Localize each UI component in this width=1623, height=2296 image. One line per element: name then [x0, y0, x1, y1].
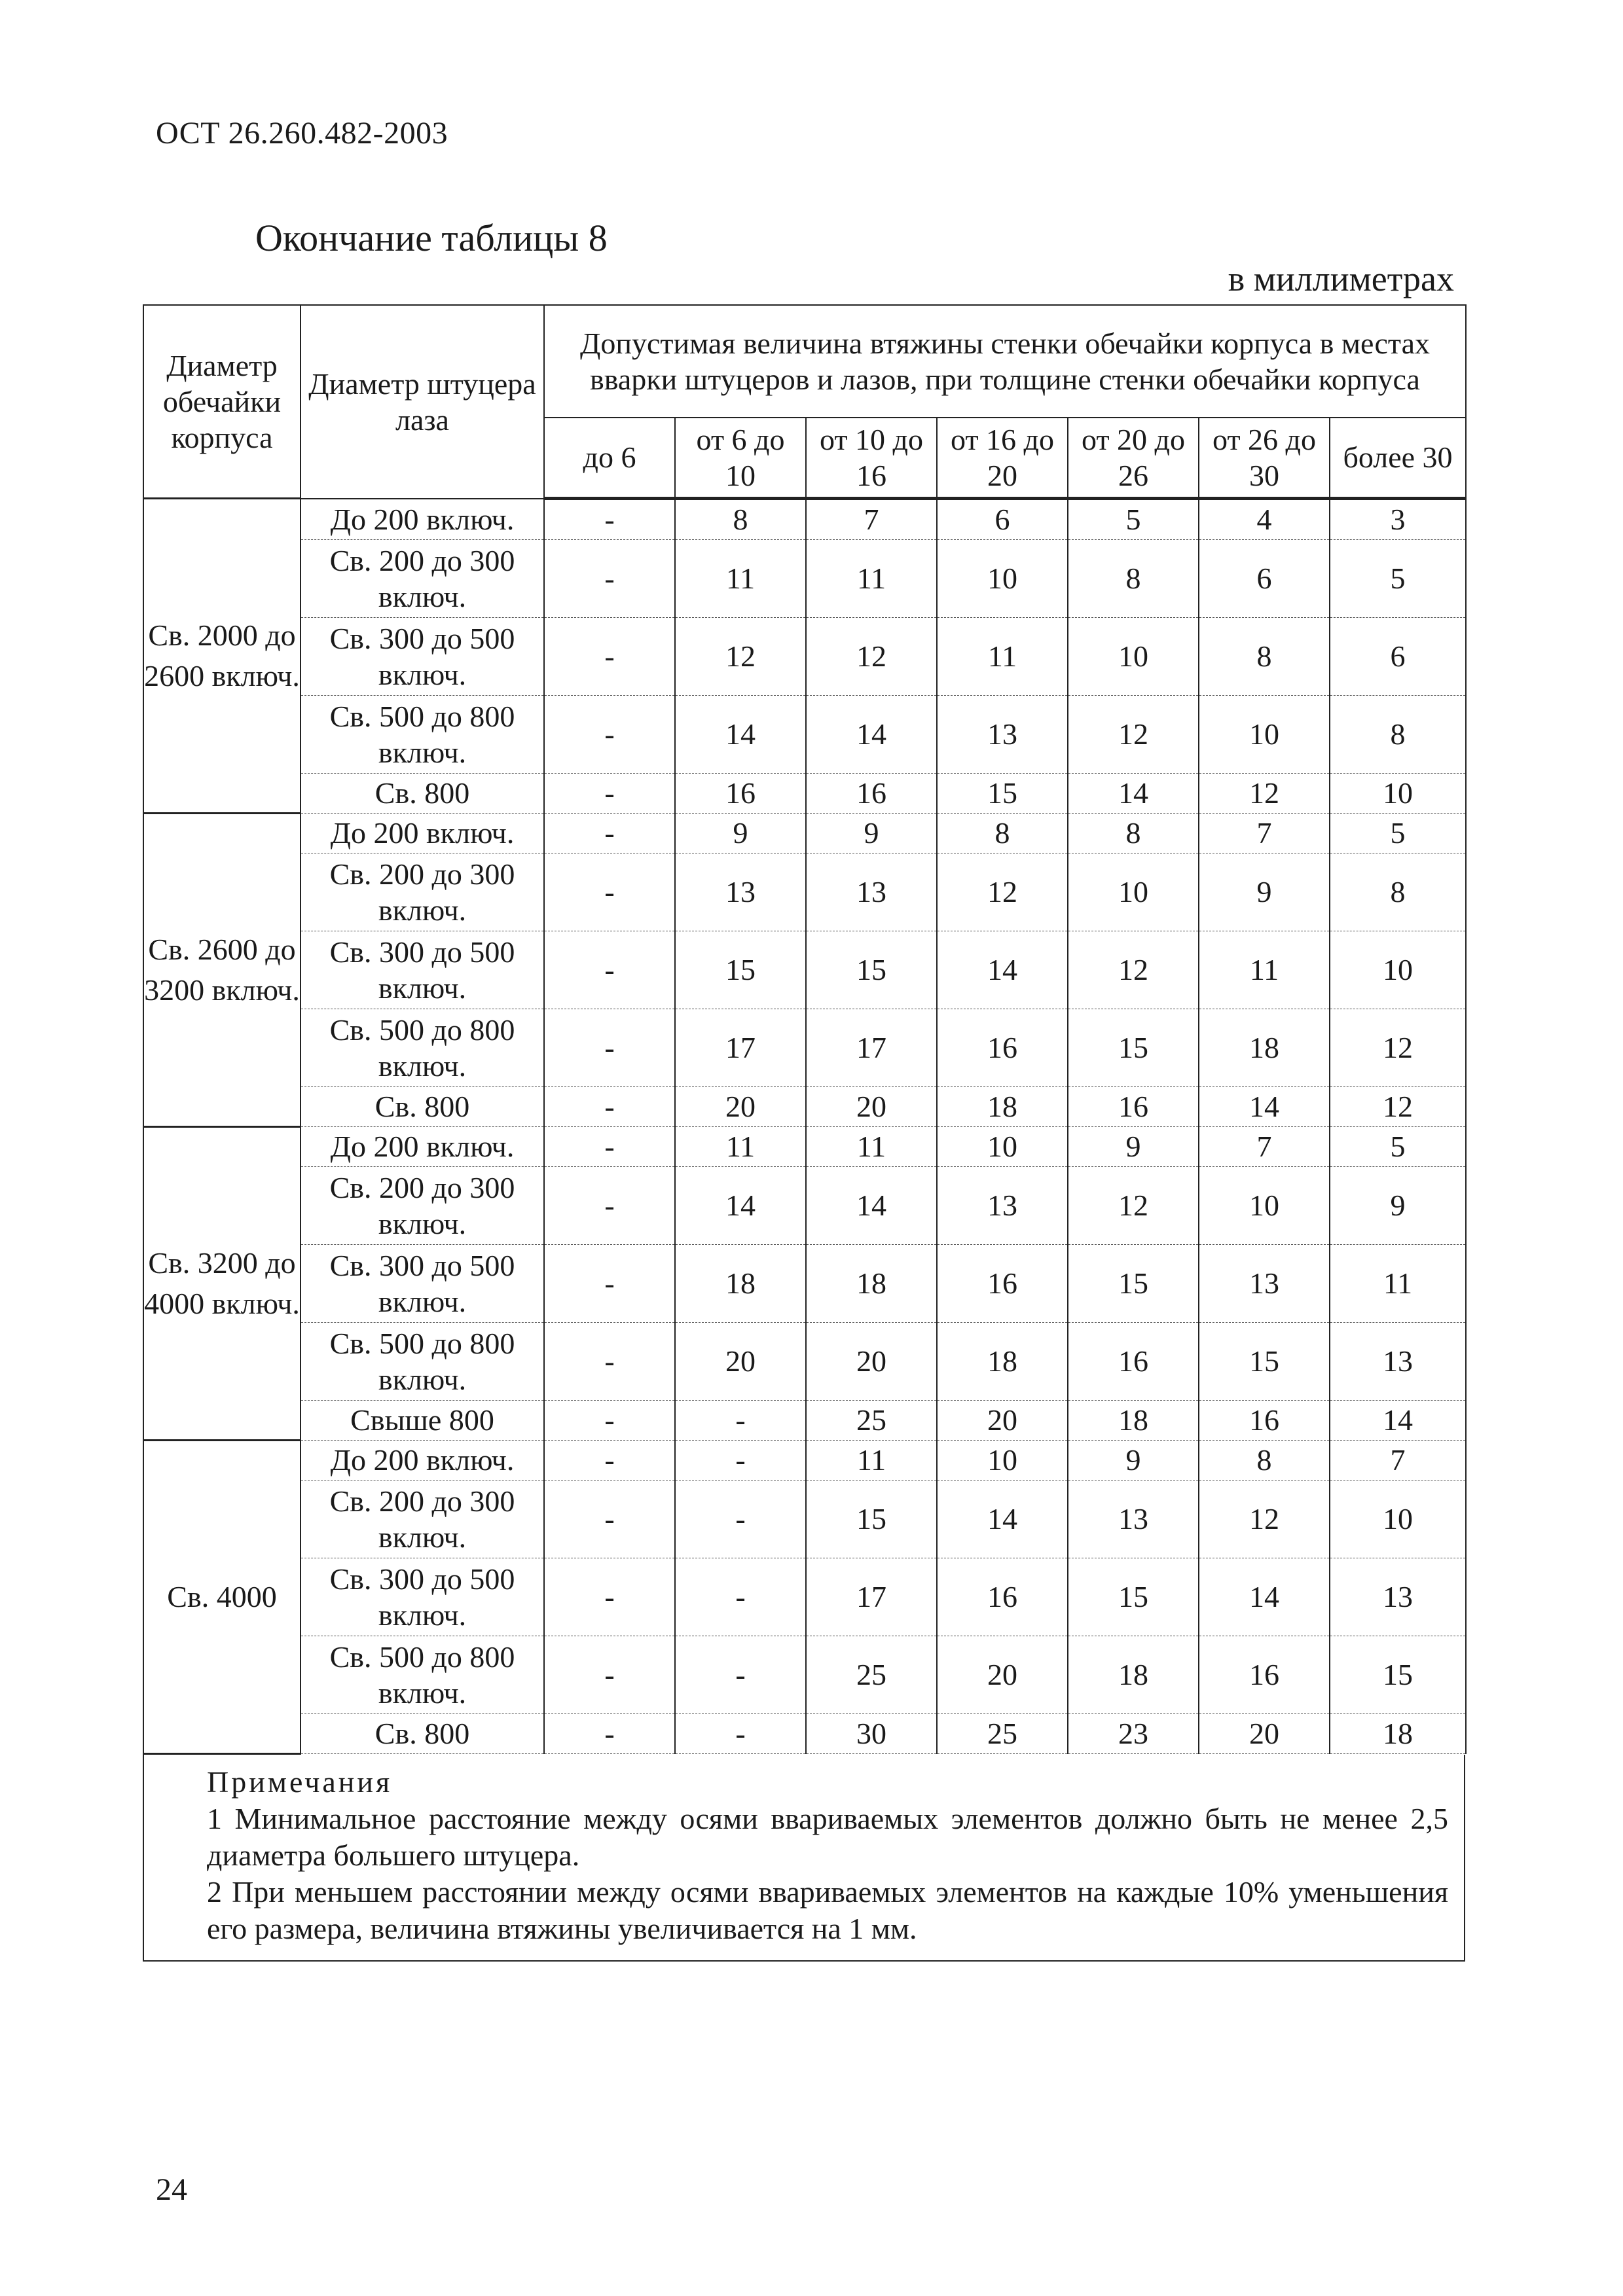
dent-value-cell: 11	[675, 540, 806, 618]
dent-value-cell: 20	[937, 1636, 1068, 1714]
dent-value-cell: -	[675, 1558, 806, 1636]
dent-value-cell: 12	[1068, 696, 1199, 774]
dent-value-cell: -	[544, 1714, 675, 1754]
dent-value-cell: 11	[937, 618, 1068, 696]
table-row	[143, 1401, 1466, 1441]
table-row	[143, 814, 1466, 853]
dent-value-cell: 10	[937, 1127, 1068, 1167]
notes-block	[143, 1755, 1465, 1962]
nozzle-diameter-cell: Св. 500 до 800 включ.	[301, 1636, 544, 1714]
dent-value-cell: 9	[1068, 1441, 1199, 1480]
dent-value-cell: 16	[1068, 1087, 1199, 1127]
units-label: в миллиметрах	[1228, 259, 1454, 298]
dent-value-cell: 23	[1068, 1714, 1199, 1754]
dent-value-cell: 13	[1330, 1323, 1466, 1401]
dent-value-cell: 20	[675, 1087, 806, 1127]
dent-value-cell: 15	[1199, 1323, 1330, 1401]
table-row	[143, 1480, 1466, 1558]
dent-value-cell: 13	[937, 696, 1068, 774]
dent-value-cell: 14	[1199, 1087, 1330, 1127]
dent-value-cell: 14	[675, 696, 806, 774]
dent-value-cell: -	[544, 1127, 675, 1167]
dent-value-cell: 25	[806, 1636, 937, 1714]
nozzle-diameter-cell: Св. 300 до 500 включ.	[301, 618, 544, 696]
dent-value-cell: 18	[937, 1323, 1068, 1401]
dent-value-cell: -	[544, 931, 675, 1009]
nozzle-diameter-cell: Св. 500 до 800 включ.	[301, 696, 544, 774]
nozzle-diameter-cell: До 200 включ.	[301, 1127, 544, 1167]
header-shell-diameter: Диаметр обечайки корпуса	[143, 305, 301, 499]
dent-value-cell: 12	[1199, 774, 1330, 814]
tolerance-table	[143, 304, 1467, 1755]
dent-value-cell: -	[544, 814, 675, 853]
table-row	[143, 1167, 1466, 1245]
dent-value-cell: 10	[1068, 618, 1199, 696]
dent-value-cell: 15	[806, 1480, 937, 1558]
table-row	[143, 774, 1466, 814]
table-container	[143, 304, 1465, 1962]
dent-value-cell: 13	[675, 853, 806, 931]
table-row	[143, 1558, 1466, 1636]
dent-value-cell: 16	[937, 1558, 1068, 1636]
dent-value-cell: 8	[1330, 696, 1466, 774]
dent-value-cell: 6	[1330, 618, 1466, 696]
dent-value-cell: -	[544, 1636, 675, 1714]
page-number: 24	[156, 2172, 187, 2207]
dent-value-cell: 5	[1330, 540, 1466, 618]
dent-value-cell: -	[544, 1558, 675, 1636]
dent-value-cell: 16	[1199, 1401, 1330, 1441]
dent-value-cell: 8	[1199, 618, 1330, 696]
table-row	[143, 1441, 1466, 1480]
dent-value-cell: 18	[937, 1087, 1068, 1127]
dent-value-cell: 18	[1068, 1636, 1199, 1714]
dent-value-cell: 16	[937, 1009, 1068, 1087]
dent-value-cell: 9	[675, 814, 806, 853]
note-2: 2 При меньшем расстоянии между осями ввариваемых элементов на каждые 10% уменьшения его размера, величина втяжины увеличивается на 1 мм.	[207, 1875, 1448, 1945]
dent-value-cell: 18	[806, 1245, 937, 1323]
document-code: ОСТ 26.260.482-2003	[156, 116, 448, 151]
nozzle-diameter-cell: Св. 500 до 800 включ.	[301, 1323, 544, 1401]
dent-value-cell: 5	[1068, 499, 1199, 540]
table-row	[143, 696, 1466, 774]
dent-value-cell: 20	[1199, 1714, 1330, 1754]
dent-value-cell: 10	[1068, 853, 1199, 931]
dent-value-cell: 8	[1068, 540, 1199, 618]
dent-value-cell: -	[544, 1441, 675, 1480]
shell-diameter-cell: Св. 4000	[143, 1441, 301, 1754]
dent-value-cell: -	[675, 1401, 806, 1441]
dent-value-cell: 20	[806, 1323, 937, 1401]
dent-value-cell: 5	[1330, 1127, 1466, 1167]
dent-value-cell: 11	[675, 1127, 806, 1167]
dent-value-cell: 18	[1068, 1401, 1199, 1441]
dent-value-cell: -	[544, 696, 675, 774]
nozzle-diameter-cell: Св. 800	[301, 1714, 544, 1754]
dent-value-cell: 12	[1330, 1087, 1466, 1127]
table-row	[143, 1009, 1466, 1087]
dent-value-cell: 12	[1068, 1167, 1199, 1245]
dent-value-cell: 18	[1199, 1009, 1330, 1087]
table-row	[143, 1714, 1466, 1754]
dent-value-cell: 10	[1199, 696, 1330, 774]
dent-value-cell: 7	[806, 499, 937, 540]
dent-value-cell: 20	[675, 1323, 806, 1401]
dent-value-cell: 11	[806, 1127, 937, 1167]
table-row	[143, 499, 1466, 540]
dent-value-cell: -	[675, 1714, 806, 1754]
dent-value-cell: 15	[1330, 1636, 1466, 1714]
dent-value-cell: 16	[806, 774, 937, 814]
dent-value-cell: -	[544, 1480, 675, 1558]
dent-value-cell: 18	[1330, 1714, 1466, 1754]
dent-value-cell: 15	[1068, 1245, 1199, 1323]
dent-value-cell: 13	[1330, 1558, 1466, 1636]
note-1: 1 Минимальное расстояние между осями ввариваемых элементов должно быть не менее 2,5 диаметра большего штуцера.	[207, 1802, 1448, 1872]
table-row	[143, 1245, 1466, 1323]
dent-value-cell: 16	[1068, 1323, 1199, 1401]
dent-value-cell: 15	[937, 774, 1068, 814]
thickness-header: до 6	[544, 418, 675, 499]
shell-diameter-cell: Св. 3200 до 4000 включ.	[143, 1127, 301, 1441]
dent-value-cell: -	[544, 1401, 675, 1441]
dent-value-cell: 11	[1199, 931, 1330, 1009]
dent-value-cell: 10	[937, 540, 1068, 618]
dent-value-cell: 12	[806, 618, 937, 696]
thickness-header: от 16 до 20	[937, 418, 1068, 499]
shell-diameter-cell: Св. 2000 до 2600 включ.	[143, 499, 301, 814]
dent-value-cell: -	[544, 1245, 675, 1323]
thickness-header: более 30	[1330, 418, 1466, 499]
dent-value-cell: -	[675, 1441, 806, 1480]
dent-value-cell: 14	[1199, 1558, 1330, 1636]
dent-value-cell: 14	[1330, 1401, 1466, 1441]
dent-value-cell: 16	[937, 1245, 1068, 1323]
nozzle-diameter-cell: Св. 800	[301, 774, 544, 814]
dent-value-cell: 5	[1330, 814, 1466, 853]
dent-value-cell: 12	[1068, 931, 1199, 1009]
dent-value-cell: 13	[937, 1167, 1068, 1245]
nozzle-diameter-cell: До 200 включ.	[301, 499, 544, 540]
table-row	[143, 931, 1466, 1009]
dent-value-cell: 17	[806, 1009, 937, 1087]
table-body	[143, 499, 1466, 1754]
table-row	[143, 1127, 1466, 1167]
nozzle-diameter-cell: Св. 200 до 300 включ.	[301, 853, 544, 931]
dent-value-cell: 14	[675, 1167, 806, 1245]
nozzle-diameter-cell: Св. 500 до 800 включ.	[301, 1009, 544, 1087]
dent-value-cell: 15	[675, 931, 806, 1009]
dent-value-cell: -	[544, 540, 675, 618]
table-row	[143, 1087, 1466, 1127]
dent-value-cell: 20	[806, 1087, 937, 1127]
dent-value-cell: 8	[1330, 853, 1466, 931]
dent-value-cell: 10	[1330, 774, 1466, 814]
dent-value-cell: 9	[806, 814, 937, 853]
table-row	[143, 1636, 1466, 1714]
thickness-header: от 6 до 10	[675, 418, 806, 499]
dent-value-cell: 7	[1330, 1441, 1466, 1480]
dent-value-cell: 3	[1330, 499, 1466, 540]
dent-value-cell: 17	[675, 1009, 806, 1087]
dent-value-cell: 11	[806, 540, 937, 618]
dent-value-cell: 13	[806, 853, 937, 931]
nozzle-diameter-cell: Свыше 800	[301, 1401, 544, 1441]
thickness-header: от 10 до 16	[806, 418, 937, 499]
dent-value-cell: -	[544, 618, 675, 696]
nozzle-diameter-cell: До 200 включ.	[301, 1441, 544, 1480]
dent-value-cell: 10	[1330, 931, 1466, 1009]
dent-value-cell: -	[544, 499, 675, 540]
dent-value-cell: 14	[937, 1480, 1068, 1558]
dent-value-cell: 8	[675, 499, 806, 540]
dent-value-cell: -	[544, 853, 675, 931]
dent-value-cell: 8	[1068, 814, 1199, 853]
nozzle-diameter-cell: До 200 включ.	[301, 814, 544, 853]
dent-value-cell: -	[544, 1087, 675, 1127]
dent-value-cell: 13	[1199, 1245, 1330, 1323]
dent-value-cell: 12	[1330, 1009, 1466, 1087]
dent-value-cell: 14	[937, 931, 1068, 1009]
dent-value-cell: 8	[937, 814, 1068, 853]
nozzle-diameter-cell: Св. 800	[301, 1087, 544, 1127]
dent-value-cell: 13	[1068, 1480, 1199, 1558]
notes-title: Примечания	[207, 1765, 393, 1799]
dent-value-cell: 10	[1199, 1167, 1330, 1245]
dent-value-cell: 7	[1199, 1127, 1330, 1167]
nozzle-diameter-cell: Св. 200 до 300 включ.	[301, 1167, 544, 1245]
dent-value-cell: 14	[1068, 774, 1199, 814]
header-allowed-dent: Допустимая величина втяжины стенки обечайки корпуса в местах вварки штуцеров и лазов, при толщине стенки обечайки корпуса	[544, 305, 1466, 418]
nozzle-diameter-cell: Св. 200 до 300 включ.	[301, 540, 544, 618]
nozzle-diameter-cell: Св. 300 до 500 включ.	[301, 931, 544, 1009]
table-row	[143, 540, 1466, 618]
dent-value-cell: 12	[675, 618, 806, 696]
dent-value-cell: -	[675, 1480, 806, 1558]
thickness-header: от 26 до 30	[1199, 418, 1330, 499]
dent-value-cell: 20	[937, 1401, 1068, 1441]
dent-value-cell: 16	[1199, 1636, 1330, 1714]
dent-value-cell: 15	[1068, 1009, 1199, 1087]
dent-value-cell: 14	[806, 696, 937, 774]
table-row	[143, 618, 1466, 696]
dent-value-cell: 25	[937, 1714, 1068, 1754]
shell-diameter-cell: Св. 2600 до 3200 включ.	[143, 814, 301, 1127]
dent-value-cell: 16	[675, 774, 806, 814]
dent-value-cell: 10	[1330, 1480, 1466, 1558]
dent-value-cell: -	[544, 774, 675, 814]
dent-value-cell: 25	[806, 1401, 937, 1441]
table-row	[143, 853, 1466, 931]
dent-value-cell: 4	[1199, 499, 1330, 540]
dent-value-cell: 11	[1330, 1245, 1466, 1323]
nozzle-diameter-cell: Св. 300 до 500 включ.	[301, 1558, 544, 1636]
dent-value-cell: 15	[1068, 1558, 1199, 1636]
table-row	[143, 1323, 1466, 1401]
nozzle-diameter-cell: Св. 200 до 300 включ.	[301, 1480, 544, 1558]
dent-value-cell: 6	[937, 499, 1068, 540]
dent-value-cell: 9	[1199, 853, 1330, 931]
dent-value-cell: -	[675, 1636, 806, 1714]
dent-value-cell: 17	[806, 1558, 937, 1636]
dent-value-cell: 12	[1199, 1480, 1330, 1558]
nozzle-diameter-cell: Св. 300 до 500 включ.	[301, 1245, 544, 1323]
dent-value-cell: 10	[937, 1441, 1068, 1480]
dent-value-cell: 18	[675, 1245, 806, 1323]
table-caption: Окончание таблицы 8	[255, 217, 608, 259]
thickness-header: от 20 до 26	[1068, 418, 1199, 499]
dent-value-cell: 7	[1199, 814, 1330, 853]
header-nozzle-diameter: Диаметр штуцера лаза	[301, 305, 544, 499]
dent-value-cell: -	[544, 1167, 675, 1245]
dent-value-cell: 11	[806, 1441, 937, 1480]
dent-value-cell: 14	[806, 1167, 937, 1245]
dent-value-cell: -	[544, 1323, 675, 1401]
dent-value-cell: 12	[937, 853, 1068, 931]
dent-value-cell: -	[544, 1009, 675, 1087]
dent-value-cell: 15	[806, 931, 937, 1009]
dent-value-cell: 9	[1330, 1167, 1466, 1245]
dent-value-cell: 8	[1199, 1441, 1330, 1480]
dent-value-cell: 9	[1068, 1127, 1199, 1167]
dent-value-cell: 30	[806, 1714, 937, 1754]
dent-value-cell: 6	[1199, 540, 1330, 618]
